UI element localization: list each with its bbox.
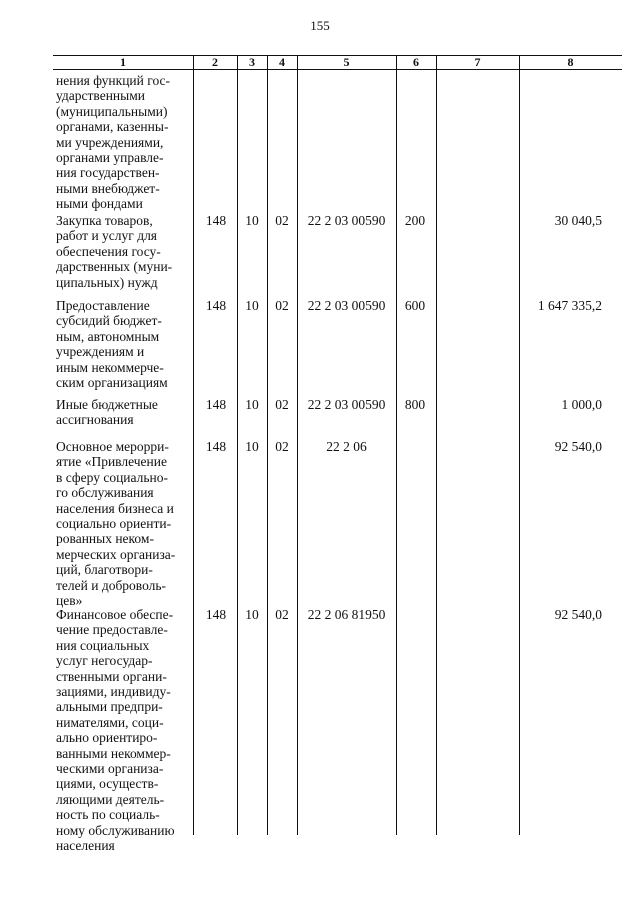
header-col-2: 2: [212, 55, 218, 69]
row-description: Иные бюджетные ассигнования: [56, 397, 158, 428]
row-code-subsection: 02: [275, 607, 289, 622]
row-code-subsection: 02: [275, 213, 289, 228]
row-code-expense-type: 600: [404, 298, 426, 313]
header-col-4: 4: [279, 55, 285, 69]
budget-table: [53, 55, 622, 854]
header-col-1: 1: [120, 55, 126, 69]
header-col-6: 6: [413, 55, 419, 69]
row-code-section: 10: [245, 298, 259, 313]
column-divider: [396, 55, 397, 835]
row-code-ministry: 148: [205, 397, 227, 412]
column-divider: [436, 55, 437, 835]
row-description: нения функций гос- ударственными (муниципальными) органами, казенны- ми учреждениями, органами управле- ния государствен- ными внебюджет- ными фондами: [56, 73, 171, 212]
row-code-target: 22 2 06: [326, 439, 367, 454]
row-amount: 30 040,5: [554, 213, 602, 228]
row-amount: 92 540,0: [554, 607, 602, 622]
row-amount: 1 647 335,2: [537, 298, 602, 313]
header-col-8: 8: [567, 55, 574, 69]
row-code-target: 22 2 03 00590: [307, 397, 386, 412]
row-description: Закупка товаров, работ и услуг для обеспечения госу- дарственных (муни- ципальных) нужд: [56, 213, 173, 290]
row-code-subsection: 02: [275, 298, 289, 313]
row-code-target: 22 2 06 81950: [307, 607, 386, 622]
row-description: Предоставление субсидий бюджет- ным, автономным учреждениям и иным некоммерче- ским организациям: [56, 298, 168, 391]
row-code-target: 22 2 03 00590: [307, 298, 386, 313]
row-code-ministry: 148: [205, 213, 227, 228]
row-code-section: 10: [245, 213, 259, 228]
row-code-expense-type: 200: [404, 213, 426, 228]
row-amount: 92 540,0: [554, 439, 602, 454]
header-col-7: 7: [474, 55, 481, 69]
row-description: Основное мероpри- ятие «Привлечение в сферу социально- го обслуживания населения бизнеса и социально ориенти- рованных неком- мерческих организа- ций, благотвори- телей и доброволь- цев»: [56, 439, 176, 609]
header-col-5: 5: [343, 55, 350, 69]
row-code-section: 10: [245, 397, 259, 412]
row-code-ministry: 148: [205, 607, 227, 622]
page-number: 155: [310, 18, 330, 33]
header-col-3: 3: [249, 55, 255, 69]
row-code-target: 22 2 03 00590: [307, 213, 386, 228]
header-bottom-border: [53, 69, 622, 70]
row-amount: 1 000,0: [561, 397, 602, 412]
row-code-section: 10: [245, 439, 259, 454]
row-code-ministry: 148: [205, 298, 227, 313]
row-code-expense-type: 800: [404, 397, 426, 412]
row-code-section: 10: [245, 607, 259, 622]
row-code-subsection: 02: [275, 397, 289, 412]
row-code-subsection: 02: [275, 439, 289, 454]
row-description: Финансовое обеспе- чение предоставле- ния социальных услуг негосудар- ственными органи- зациями, индивиду- альными предпри- нимателями, соци- ально ориентиро- ванными некоммер- ческими организа- циями, осуществ- ляющими деятель- ность по социаль- ному обслуживанию населения: [56, 607, 175, 854]
row-code-ministry: 148: [205, 439, 227, 454]
